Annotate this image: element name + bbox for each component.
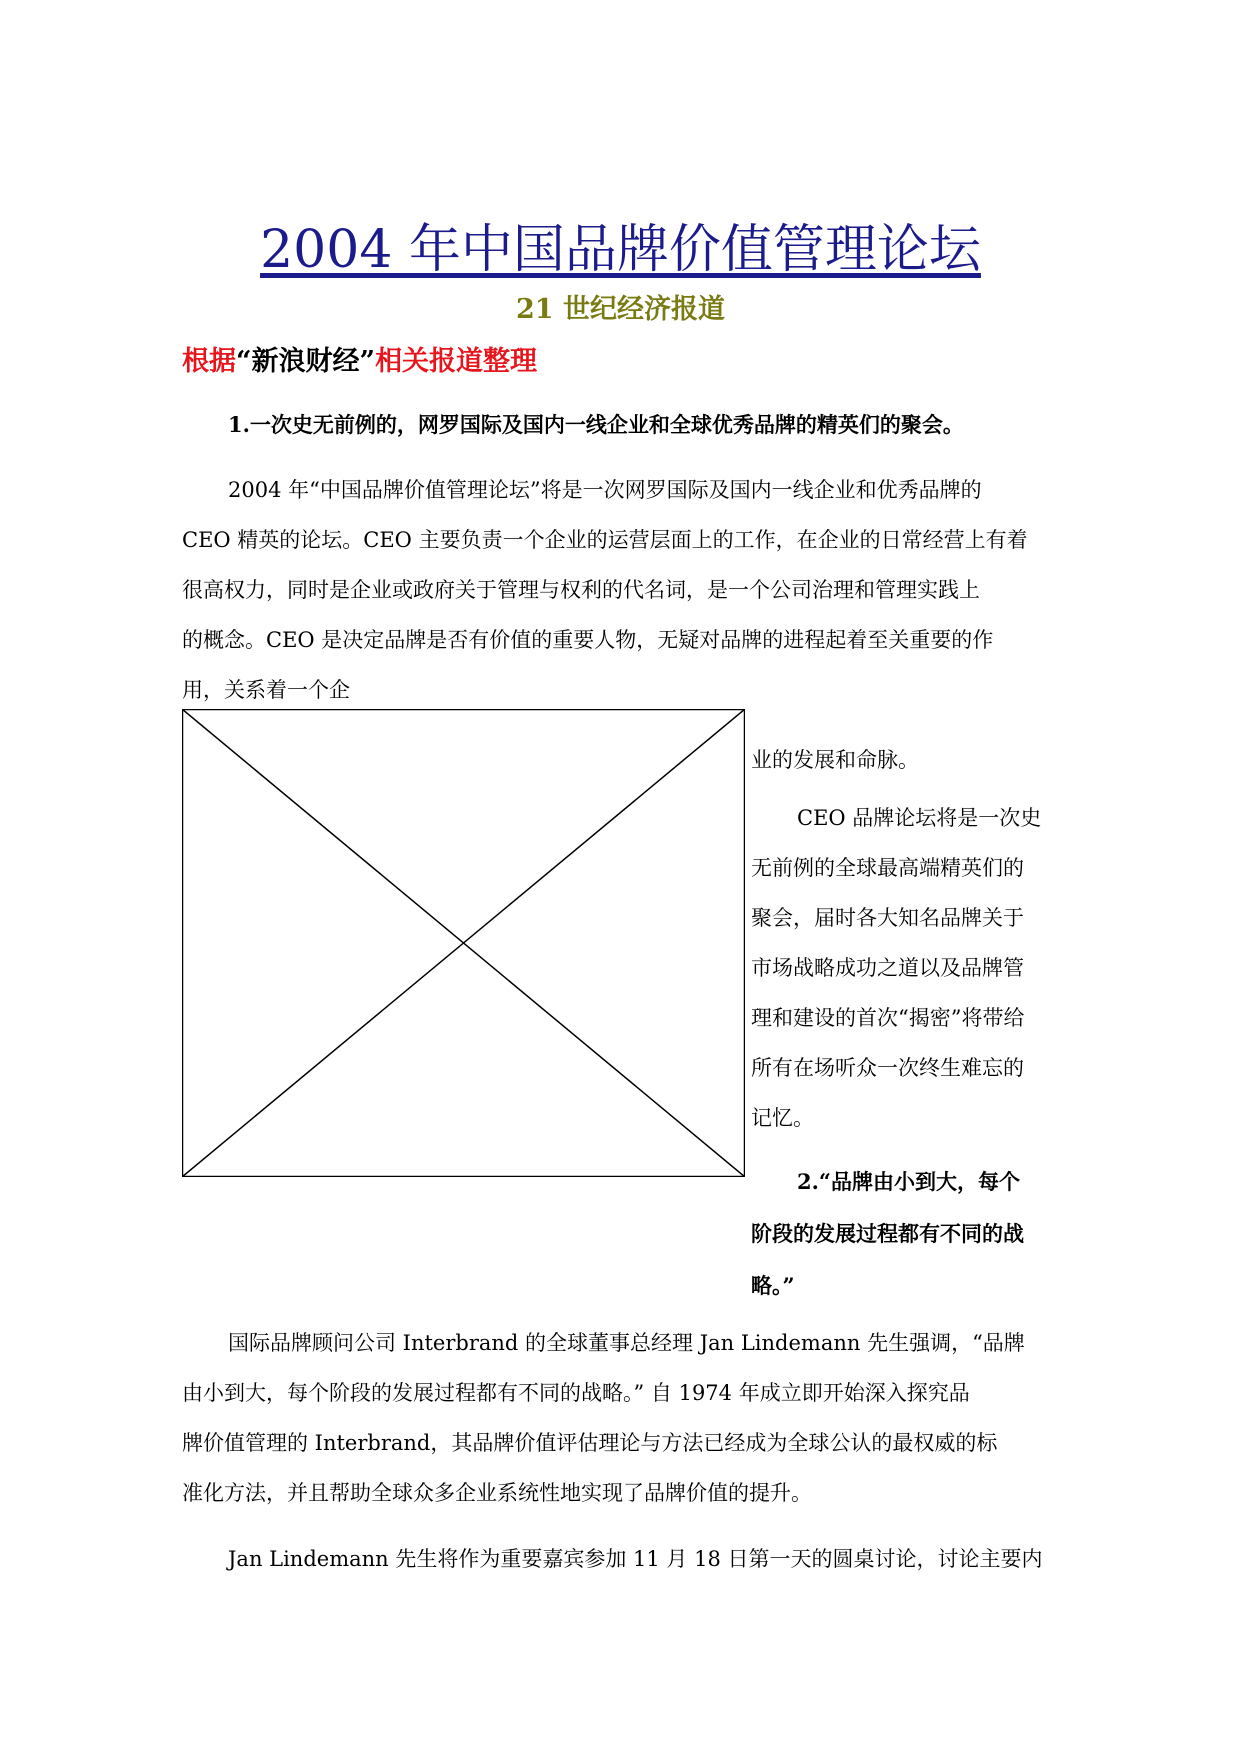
image-placeholder [182,709,745,1177]
para1-line: 的概念。CEO 是决定品牌是否有价值的重要人物，无疑对品牌的进程起着至关重要的作 [182,628,994,652]
section-1-heading: 1.一次史无前例的，网罗国际及国内一线企业和全球优秀品牌的精英们的聚会。 [228,412,964,437]
section-2-heading-line: 阶段的发展过程都有不同的战 [751,1221,1024,1246]
side-line: 市场战略成功之道以及品牌管 [751,956,1024,980]
source-suffix: 相关报道整理 [375,346,538,377]
para1-line: CEO 精英的论坛。CEO 主要负责一个企业的运营层面上的工作，在企业的日常经营上有着 [182,528,1028,552]
source-prefix: 根据 [182,346,236,377]
para1-line: 用，关系着一个企 [182,678,350,702]
side-line: 所有在场听众一次终生难忘的 [751,1056,1024,1080]
para2-line: 牌价值管理的 Interbrand，其品牌价值评估理论与方法已经成为全球公认的最权威的标 [182,1431,998,1455]
section-2-heading-line: 2.“品牌由小到大，每个 [797,1169,1021,1194]
para3-line: Jan Lindemann 先生将作为重要嘉宾参加 11 月 18 日第一天的圆桌讨论，讨论主要内 [228,1547,1043,1571]
side-line: 理和建设的首次“揭密”将带给 [751,1006,1025,1030]
document-subtitle: 21 世纪经济报道 [516,294,725,325]
side-line: CEO 品牌论坛将是一次史 [797,806,1042,830]
document-title: 2004 年中国品牌价值管理论坛 [260,220,981,280]
section-2-heading-line: 略。” [751,1273,795,1298]
para2-line: 由小到大，每个阶段的发展过程都有不同的战略。” 自 1974 年成立即开始深入探究品 [182,1381,970,1405]
source-note [182,344,537,380]
source-quoted: “新浪财经” [236,346,376,377]
para2-line: 准化方法，并且帮助全球众多企业系统性地实现了品牌价值的提升。 [182,1481,812,1505]
para2-line: 国际品牌顾问公司 Interbrand 的全球董事总经理 Jan Lindemann 先生强调，“品牌 [228,1331,1025,1355]
para1-line: 很高权力，同时是企业或政府关于管理与权利的代名词，是一个公司治理和管理实践上 [182,578,980,602]
side-line: 聚会，届时各大知名品牌关于 [751,906,1024,930]
side-line: 业的发展和命脉。 [751,748,919,772]
side-line: 无前例的全球最高端精英们的 [751,856,1024,880]
side-line: 记忆。 [751,1106,814,1130]
para1-line: 2004 年“中国品牌价值管理论坛”将是一次网罗国际及国内一线企业和优秀品牌的 [228,478,982,502]
